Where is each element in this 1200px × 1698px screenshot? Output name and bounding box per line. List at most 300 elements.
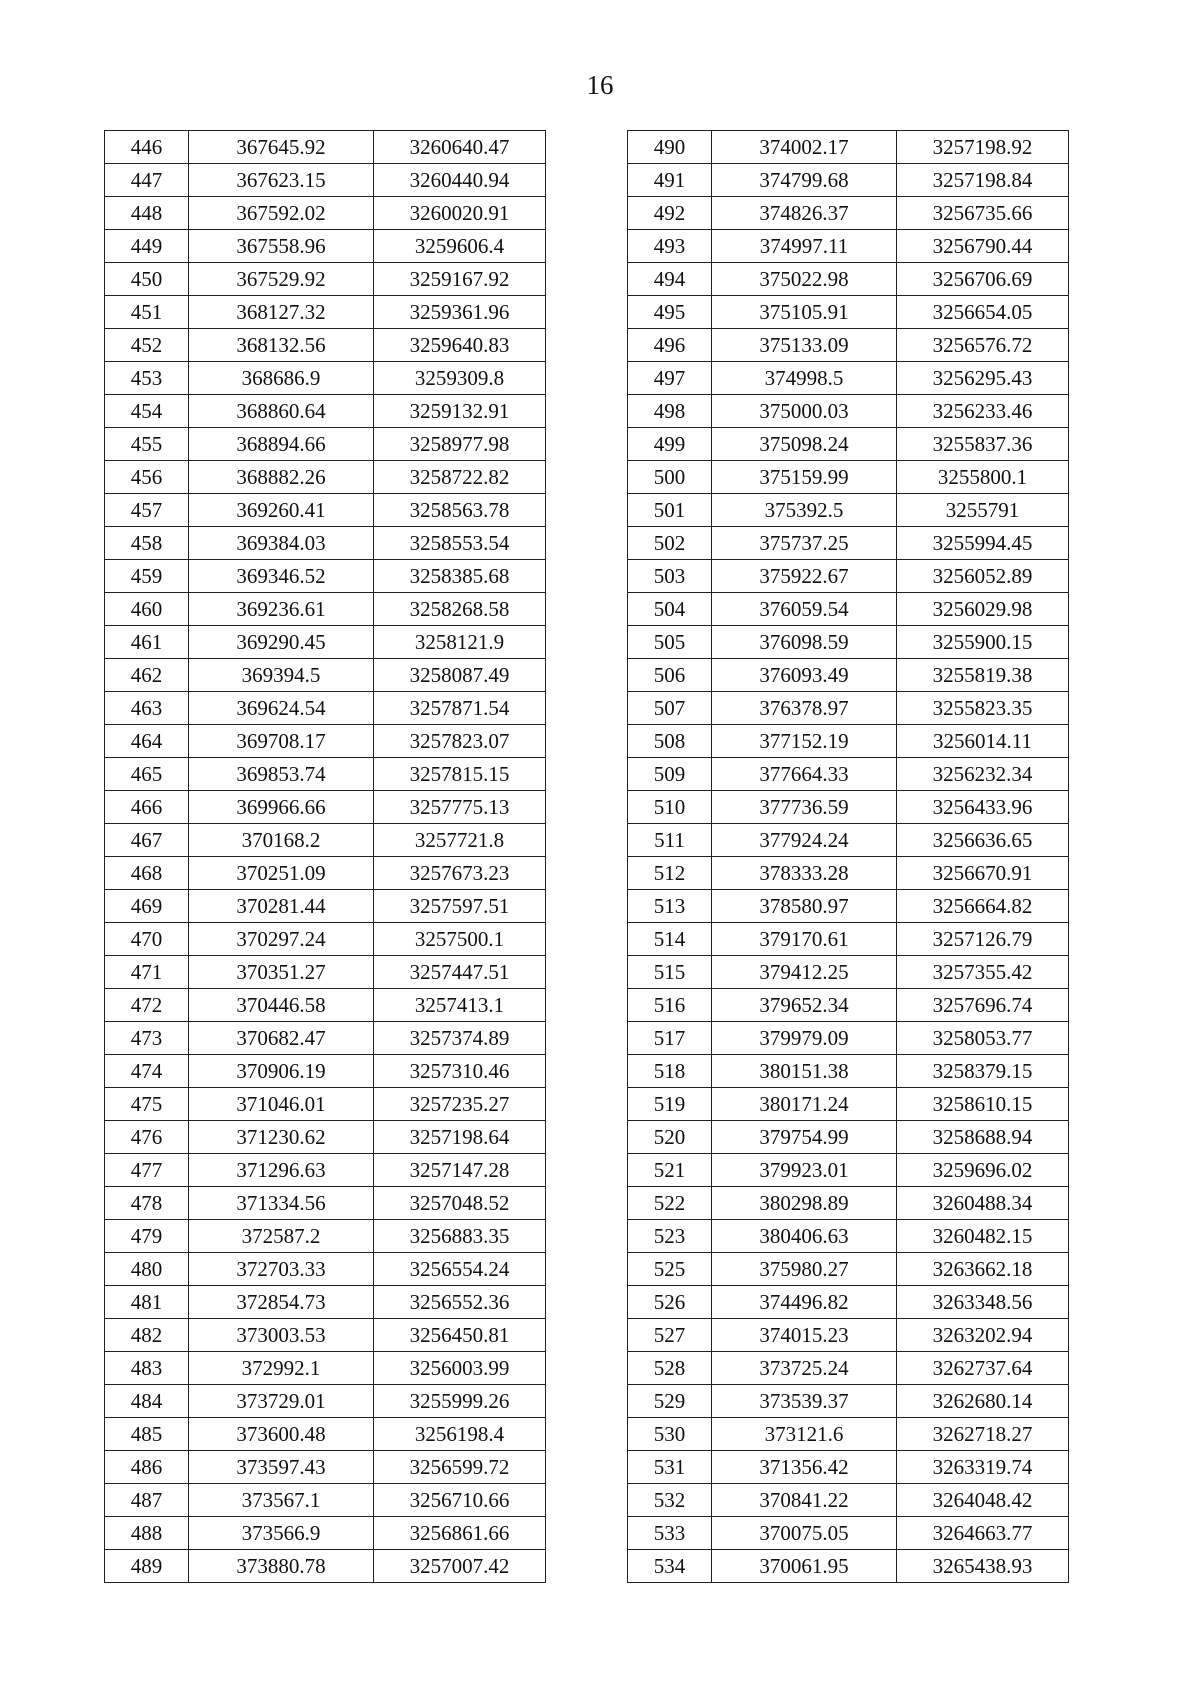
x-coordinate-cell: 373566.9 [189, 1517, 374, 1550]
point-number-cell: 455 [105, 428, 189, 461]
point-number-cell: 527 [628, 1319, 712, 1352]
y-coordinate-cell: 3257126.79 [897, 923, 1069, 956]
table-row [105, 593, 546, 626]
x-coordinate-cell: 376098.59 [712, 626, 897, 659]
y-coordinate-cell: 3257815.15 [374, 758, 546, 791]
table-row [628, 626, 1069, 659]
x-coordinate-cell: 369346.52 [189, 560, 374, 593]
point-number-cell: 533 [628, 1517, 712, 1550]
y-coordinate-cell: 3259132.91 [374, 395, 546, 428]
y-coordinate-cell: 3255823.35 [897, 692, 1069, 725]
x-coordinate-cell: 372992.1 [189, 1352, 374, 1385]
table-row [628, 758, 1069, 791]
x-coordinate-cell: 380406.63 [712, 1220, 897, 1253]
x-coordinate-cell: 367529.92 [189, 263, 374, 296]
table-row [105, 989, 546, 1022]
table-row [628, 791, 1069, 824]
y-coordinate-cell: 3256883.35 [374, 1220, 546, 1253]
point-number-cell: 518 [628, 1055, 712, 1088]
y-coordinate-cell: 3257775.13 [374, 791, 546, 824]
x-coordinate-cell: 373567.1 [189, 1484, 374, 1517]
y-coordinate-cell: 3256233.46 [897, 395, 1069, 428]
point-number-cell: 475 [105, 1088, 189, 1121]
point-number-cell: 466 [105, 791, 189, 824]
table-row [628, 1055, 1069, 1088]
table-row [105, 1286, 546, 1319]
point-number-cell: 500 [628, 461, 712, 494]
y-coordinate-cell: 3263348.56 [897, 1286, 1069, 1319]
x-coordinate-cell: 380298.89 [712, 1187, 897, 1220]
table-row [628, 263, 1069, 296]
x-coordinate-cell: 371334.56 [189, 1187, 374, 1220]
point-number-cell: 454 [105, 395, 189, 428]
y-coordinate-cell: 3256433.96 [897, 791, 1069, 824]
x-coordinate-cell: 370351.27 [189, 956, 374, 989]
point-number-cell: 461 [105, 626, 189, 659]
y-coordinate-cell: 3256014.11 [897, 725, 1069, 758]
x-coordinate-cell: 373725.24 [712, 1352, 897, 1385]
table-row [628, 1385, 1069, 1418]
point-number-cell: 451 [105, 296, 189, 329]
x-coordinate-cell: 370251.09 [189, 857, 374, 890]
point-number-cell: 492 [628, 197, 712, 230]
point-number-cell: 509 [628, 758, 712, 791]
x-coordinate-cell: 372703.33 [189, 1253, 374, 1286]
y-coordinate-cell: 3256576.72 [897, 329, 1069, 362]
x-coordinate-cell: 373600.48 [189, 1418, 374, 1451]
y-coordinate-cell: 3257374.89 [374, 1022, 546, 1055]
table-row [628, 494, 1069, 527]
point-number-cell: 471 [105, 956, 189, 989]
x-coordinate-cell: 368132.56 [189, 329, 374, 362]
table-row [628, 857, 1069, 890]
table-row [105, 1517, 546, 1550]
table-row [105, 362, 546, 395]
y-coordinate-cell: 3256198.4 [374, 1418, 546, 1451]
y-coordinate-cell: 3256052.89 [897, 560, 1069, 593]
point-number-cell: 514 [628, 923, 712, 956]
table-row [628, 1220, 1069, 1253]
x-coordinate-cell: 379412.25 [712, 956, 897, 989]
table-row [105, 428, 546, 461]
table-row [105, 1319, 546, 1352]
point-number-cell: 522 [628, 1187, 712, 1220]
y-coordinate-cell: 3257871.54 [374, 692, 546, 725]
point-number-cell: 460 [105, 593, 189, 626]
table-row [105, 1418, 546, 1451]
table-row [105, 1187, 546, 1220]
x-coordinate-cell: 375022.98 [712, 263, 897, 296]
x-coordinate-cell: 370168.2 [189, 824, 374, 857]
point-number-cell: 519 [628, 1088, 712, 1121]
table-row [628, 725, 1069, 758]
coordinate-table-left [104, 130, 546, 1583]
point-number-cell: 457 [105, 494, 189, 527]
point-number-cell: 485 [105, 1418, 189, 1451]
table-row [628, 1253, 1069, 1286]
y-coordinate-cell: 3257048.52 [374, 1187, 546, 1220]
x-coordinate-cell: 379652.34 [712, 989, 897, 1022]
point-number-cell: 452 [105, 329, 189, 362]
table-row [628, 1022, 1069, 1055]
table-row [628, 131, 1069, 164]
point-number-cell: 490 [628, 131, 712, 164]
point-number-cell: 508 [628, 725, 712, 758]
x-coordinate-cell: 369384.03 [189, 527, 374, 560]
y-coordinate-cell: 3264663.77 [897, 1517, 1069, 1550]
point-number-cell: 486 [105, 1451, 189, 1484]
table-row [628, 197, 1069, 230]
table-row [105, 263, 546, 296]
x-coordinate-cell: 370281.44 [189, 890, 374, 923]
point-number-cell: 477 [105, 1154, 189, 1187]
y-coordinate-cell: 3257007.42 [374, 1550, 546, 1583]
point-number-cell: 470 [105, 923, 189, 956]
x-coordinate-cell: 380151.38 [712, 1055, 897, 1088]
x-coordinate-cell: 377924.24 [712, 824, 897, 857]
coordinate-table-body [628, 131, 1069, 1583]
point-number-cell: 453 [105, 362, 189, 395]
x-coordinate-cell: 373121.6 [712, 1418, 897, 1451]
y-coordinate-cell: 3262737.64 [897, 1352, 1069, 1385]
x-coordinate-cell: 372854.73 [189, 1286, 374, 1319]
table-row [105, 197, 546, 230]
y-coordinate-cell: 3256232.34 [897, 758, 1069, 791]
point-number-cell: 497 [628, 362, 712, 395]
y-coordinate-cell: 3258087.49 [374, 659, 546, 692]
x-coordinate-cell: 374998.5 [712, 362, 897, 395]
x-coordinate-cell: 369966.66 [189, 791, 374, 824]
x-coordinate-cell: 368882.26 [189, 461, 374, 494]
y-coordinate-cell: 3258977.98 [374, 428, 546, 461]
point-number-cell: 528 [628, 1352, 712, 1385]
table-row [628, 659, 1069, 692]
point-number-cell: 512 [628, 857, 712, 890]
point-number-cell: 493 [628, 230, 712, 263]
x-coordinate-cell: 375105.91 [712, 296, 897, 329]
x-coordinate-cell: 376378.97 [712, 692, 897, 725]
table-row [105, 1022, 546, 1055]
table-row [105, 560, 546, 593]
point-number-cell: 531 [628, 1451, 712, 1484]
x-coordinate-cell: 375159.99 [712, 461, 897, 494]
x-coordinate-cell: 368127.32 [189, 296, 374, 329]
y-coordinate-cell: 3259640.83 [374, 329, 546, 362]
point-number-cell: 446 [105, 131, 189, 164]
x-coordinate-cell: 367558.96 [189, 230, 374, 263]
table-row [628, 923, 1069, 956]
y-coordinate-cell: 3255900.15 [897, 626, 1069, 659]
table-row [105, 692, 546, 725]
point-number-cell: 491 [628, 164, 712, 197]
y-coordinate-cell: 3256636.65 [897, 824, 1069, 857]
x-coordinate-cell: 373880.78 [189, 1550, 374, 1583]
y-coordinate-cell: 3255791 [897, 494, 1069, 527]
point-number-cell: 465 [105, 758, 189, 791]
y-coordinate-cell: 3257198.92 [897, 131, 1069, 164]
y-coordinate-cell: 3256664.82 [897, 890, 1069, 923]
table-row [105, 1451, 546, 1484]
x-coordinate-cell: 376093.49 [712, 659, 897, 692]
point-number-cell: 502 [628, 527, 712, 560]
x-coordinate-cell: 370061.95 [712, 1550, 897, 1583]
table-row [105, 1055, 546, 1088]
point-number-cell: 523 [628, 1220, 712, 1253]
y-coordinate-cell: 3256710.66 [374, 1484, 546, 1517]
point-number-cell: 448 [105, 197, 189, 230]
table-row [628, 956, 1069, 989]
table-row [628, 1517, 1069, 1550]
y-coordinate-cell: 3256790.44 [897, 230, 1069, 263]
x-coordinate-cell: 374002.17 [712, 131, 897, 164]
point-number-cell: 447 [105, 164, 189, 197]
x-coordinate-cell: 375980.27 [712, 1253, 897, 1286]
y-coordinate-cell: 3256735.66 [897, 197, 1069, 230]
table-row [628, 890, 1069, 923]
table-row [628, 428, 1069, 461]
y-coordinate-cell: 3256552.36 [374, 1286, 546, 1319]
y-coordinate-cell: 3258688.94 [897, 1121, 1069, 1154]
y-coordinate-cell: 3257597.51 [374, 890, 546, 923]
x-coordinate-cell: 369394.5 [189, 659, 374, 692]
x-coordinate-cell: 377736.59 [712, 791, 897, 824]
point-number-cell: 532 [628, 1484, 712, 1517]
point-number-cell: 511 [628, 824, 712, 857]
point-number-cell: 529 [628, 1385, 712, 1418]
table-row [105, 131, 546, 164]
y-coordinate-cell: 3256295.43 [897, 362, 1069, 395]
table-row [628, 1451, 1069, 1484]
point-number-cell: 450 [105, 263, 189, 296]
y-coordinate-cell: 3256861.66 [374, 1517, 546, 1550]
y-coordinate-cell: 3257355.42 [897, 956, 1069, 989]
point-number-cell: 501 [628, 494, 712, 527]
point-number-cell: 473 [105, 1022, 189, 1055]
table-row [105, 626, 546, 659]
table-row [105, 296, 546, 329]
table-row [105, 791, 546, 824]
table-row [628, 560, 1069, 593]
table-row [628, 1352, 1069, 1385]
y-coordinate-cell: 3257673.23 [374, 857, 546, 890]
x-coordinate-cell: 380171.24 [712, 1088, 897, 1121]
table-row [105, 725, 546, 758]
y-coordinate-cell: 3256706.69 [897, 263, 1069, 296]
table-row [628, 329, 1069, 362]
y-coordinate-cell: 3260640.47 [374, 131, 546, 164]
point-number-cell: 488 [105, 1517, 189, 1550]
y-coordinate-cell: 3255999.26 [374, 1385, 546, 1418]
y-coordinate-cell: 3255800.1 [897, 461, 1069, 494]
y-coordinate-cell: 3260482.15 [897, 1220, 1069, 1253]
table-row [105, 890, 546, 923]
point-number-cell: 456 [105, 461, 189, 494]
point-number-cell: 449 [105, 230, 189, 263]
y-coordinate-cell: 3256029.98 [897, 593, 1069, 626]
x-coordinate-cell: 373729.01 [189, 1385, 374, 1418]
x-coordinate-cell: 374826.37 [712, 197, 897, 230]
point-number-cell: 521 [628, 1154, 712, 1187]
y-coordinate-cell: 3263662.18 [897, 1253, 1069, 1286]
table-row [105, 395, 546, 428]
point-number-cell: 484 [105, 1385, 189, 1418]
x-coordinate-cell: 373597.43 [189, 1451, 374, 1484]
y-coordinate-cell: 3258722.82 [374, 461, 546, 494]
x-coordinate-cell: 369708.17 [189, 725, 374, 758]
x-coordinate-cell: 374015.23 [712, 1319, 897, 1352]
point-number-cell: 516 [628, 989, 712, 1022]
point-number-cell: 478 [105, 1187, 189, 1220]
y-coordinate-cell: 3258553.54 [374, 527, 546, 560]
x-coordinate-cell: 371230.62 [189, 1121, 374, 1154]
y-coordinate-cell: 3256554.24 [374, 1253, 546, 1286]
x-coordinate-cell: 375098.24 [712, 428, 897, 461]
point-number-cell: 463 [105, 692, 189, 725]
x-coordinate-cell: 377664.33 [712, 758, 897, 791]
y-coordinate-cell: 3256450.81 [374, 1319, 546, 1352]
table-row [105, 1088, 546, 1121]
table-row [628, 395, 1069, 428]
point-number-cell: 464 [105, 725, 189, 758]
table-row [105, 527, 546, 560]
x-coordinate-cell: 369624.54 [189, 692, 374, 725]
x-coordinate-cell: 367645.92 [189, 131, 374, 164]
table-row [105, 1220, 546, 1253]
table-row [628, 1418, 1069, 1451]
table-row [105, 329, 546, 362]
table-row [105, 1253, 546, 1286]
table-row [628, 593, 1069, 626]
y-coordinate-cell: 3255819.38 [897, 659, 1069, 692]
table-row [628, 527, 1069, 560]
table-row [105, 1550, 546, 1583]
table-row [105, 1121, 546, 1154]
point-number-cell: 472 [105, 989, 189, 1022]
table-row [105, 659, 546, 692]
x-coordinate-cell: 367592.02 [189, 197, 374, 230]
point-number-cell: 494 [628, 263, 712, 296]
point-number-cell: 530 [628, 1418, 712, 1451]
coordinate-table-body [105, 131, 546, 1583]
x-coordinate-cell: 375392.5 [712, 494, 897, 527]
x-coordinate-cell: 369853.74 [189, 758, 374, 791]
table-row [105, 1484, 546, 1517]
point-number-cell: 489 [105, 1550, 189, 1583]
x-coordinate-cell: 379170.61 [712, 923, 897, 956]
table-row [628, 692, 1069, 725]
x-coordinate-cell: 369290.45 [189, 626, 374, 659]
point-number-cell: 506 [628, 659, 712, 692]
table-row [105, 956, 546, 989]
x-coordinate-cell: 374997.11 [712, 230, 897, 263]
x-coordinate-cell: 370297.24 [189, 923, 374, 956]
point-number-cell: 520 [628, 1121, 712, 1154]
point-number-cell: 504 [628, 593, 712, 626]
table-row [628, 1154, 1069, 1187]
point-number-cell: 496 [628, 329, 712, 362]
point-number-cell: 526 [628, 1286, 712, 1319]
point-number-cell: 517 [628, 1022, 712, 1055]
y-coordinate-cell: 3258121.9 [374, 626, 546, 659]
y-coordinate-cell: 3256003.99 [374, 1352, 546, 1385]
point-number-cell: 525 [628, 1253, 712, 1286]
table-row [628, 230, 1069, 263]
x-coordinate-cell: 373539.37 [712, 1385, 897, 1418]
x-coordinate-cell: 371046.01 [189, 1088, 374, 1121]
y-coordinate-cell: 3258379.15 [897, 1055, 1069, 1088]
point-number-cell: 462 [105, 659, 189, 692]
point-number-cell: 467 [105, 824, 189, 857]
x-coordinate-cell: 372587.2 [189, 1220, 374, 1253]
table-row [628, 1484, 1069, 1517]
x-coordinate-cell: 370682.47 [189, 1022, 374, 1055]
x-coordinate-cell: 375922.67 [712, 560, 897, 593]
point-number-cell: 495 [628, 296, 712, 329]
table-row [105, 1154, 546, 1187]
x-coordinate-cell: 367623.15 [189, 164, 374, 197]
y-coordinate-cell: 3258053.77 [897, 1022, 1069, 1055]
x-coordinate-cell: 371296.63 [189, 1154, 374, 1187]
y-coordinate-cell: 3257447.51 [374, 956, 546, 989]
table-row [105, 857, 546, 890]
x-coordinate-cell: 370906.19 [189, 1055, 374, 1088]
point-number-cell: 479 [105, 1220, 189, 1253]
point-number-cell: 480 [105, 1253, 189, 1286]
table-row [628, 1286, 1069, 1319]
y-coordinate-cell: 3260020.91 [374, 197, 546, 230]
x-coordinate-cell: 374799.68 [712, 164, 897, 197]
table-row [105, 461, 546, 494]
y-coordinate-cell: 3257147.28 [374, 1154, 546, 1187]
y-coordinate-cell: 3264048.42 [897, 1484, 1069, 1517]
y-coordinate-cell: 3257721.8 [374, 824, 546, 857]
x-coordinate-cell: 368860.64 [189, 395, 374, 428]
point-number-cell: 476 [105, 1121, 189, 1154]
y-coordinate-cell: 3263319.74 [897, 1451, 1069, 1484]
x-coordinate-cell: 370075.05 [712, 1517, 897, 1550]
y-coordinate-cell: 3259361.96 [374, 296, 546, 329]
y-coordinate-cell: 3265438.93 [897, 1550, 1069, 1583]
point-number-cell: 481 [105, 1286, 189, 1319]
table-row [628, 1319, 1069, 1352]
table-row [105, 1352, 546, 1385]
table-row [628, 296, 1069, 329]
y-coordinate-cell: 3255994.45 [897, 527, 1069, 560]
table-row [628, 1088, 1069, 1121]
y-coordinate-cell: 3258610.15 [897, 1088, 1069, 1121]
point-number-cell: 515 [628, 956, 712, 989]
x-coordinate-cell: 369236.61 [189, 593, 374, 626]
point-number-cell: 534 [628, 1550, 712, 1583]
point-number-cell: 459 [105, 560, 189, 593]
table-row [105, 923, 546, 956]
point-number-cell: 487 [105, 1484, 189, 1517]
y-coordinate-cell: 3256599.72 [374, 1451, 546, 1484]
x-coordinate-cell: 375000.03 [712, 395, 897, 428]
point-number-cell: 498 [628, 395, 712, 428]
y-coordinate-cell: 3257198.64 [374, 1121, 546, 1154]
y-coordinate-cell: 3257823.07 [374, 725, 546, 758]
y-coordinate-cell: 3258385.68 [374, 560, 546, 593]
point-number-cell: 483 [105, 1352, 189, 1385]
y-coordinate-cell: 3258268.58 [374, 593, 546, 626]
y-coordinate-cell: 3262718.27 [897, 1418, 1069, 1451]
point-number-cell: 513 [628, 890, 712, 923]
x-coordinate-cell: 379754.99 [712, 1121, 897, 1154]
y-coordinate-cell: 3259696.02 [897, 1154, 1069, 1187]
y-coordinate-cell: 3257696.74 [897, 989, 1069, 1022]
y-coordinate-cell: 3260440.94 [374, 164, 546, 197]
